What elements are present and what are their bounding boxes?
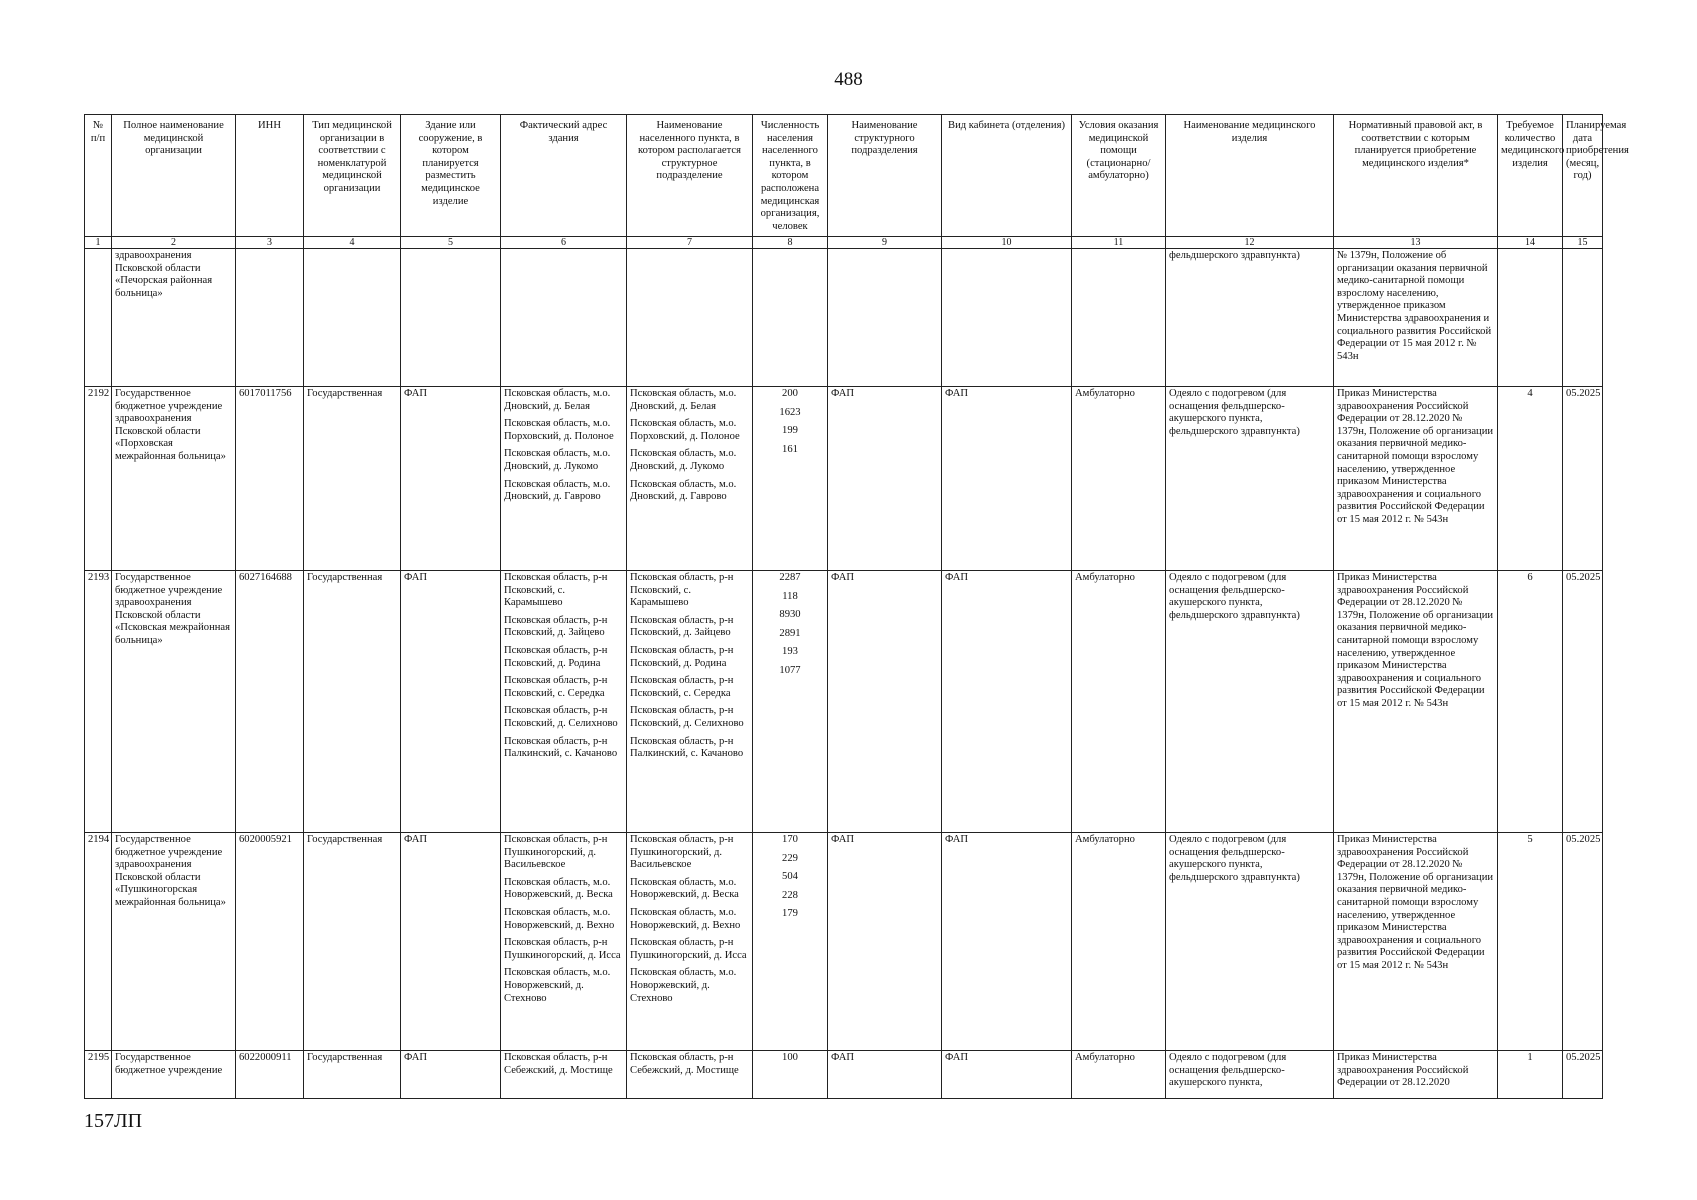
cell-unit: ФАП (828, 1051, 942, 1099)
continued-row (85, 249, 1603, 387)
cell-address (501, 387, 627, 571)
locality-item: Псковская область, р-н Псковский, с. Карамышево (630, 572, 734, 609)
address-item: Псковская область, р-н Псковский, д. Родина (504, 644, 608, 669)
cell-locality (627, 249, 753, 387)
locality-item: Псковская область, р-н Пушкиногорский, д. Васильевское (630, 834, 734, 871)
cell-inn (236, 249, 304, 387)
population-item: 1623 (779, 406, 801, 418)
column-number-row (85, 237, 1603, 249)
cell-building: ФАП (401, 571, 501, 833)
address-item: Псковская область, м.о. Дновский, д. Лукомо (504, 448, 611, 472)
table-row (85, 571, 1603, 833)
address-item: Псковская область, м.о. Дновский, д. Гаврово (504, 478, 611, 503)
cell-population (753, 833, 828, 1051)
cell-building (401, 249, 501, 387)
cell-qty: 4 (1498, 387, 1563, 571)
address-item: Псковская область, м.о. Новоржевский, д. Веска (504, 876, 613, 901)
cell-type: Государственная (304, 571, 401, 833)
population-item: 161 (782, 443, 798, 455)
cell-device: Одеяло с подогревом (для оснащения фельдшерско-акушерского пункта, (1166, 1051, 1334, 1099)
population-item: 2891 (779, 627, 801, 639)
cell-type (304, 249, 401, 387)
column-number: 5 (401, 237, 501, 249)
address-item: Псковская область, р-н Псковский, д. Зайцево (504, 614, 608, 639)
cell-population (753, 249, 828, 387)
header-cell: Численность населения населенного пункта, в котором расположена медицинская организация, человек (753, 115, 828, 237)
cell-date: 05.2025 (1563, 833, 1603, 1051)
cell-cabinet: ФАП (942, 387, 1072, 571)
population-item: 504 (782, 871, 798, 883)
address-item: Псковская область, р-н Псковский, с. Карамышево (504, 572, 608, 609)
cell-org: Государственное бюджетное учреждение здравоохранения Псковской области «Пушкиногорская межрайонная больница» (112, 833, 236, 1051)
column-number: 8 (753, 237, 828, 249)
cell-type: Государственная (304, 387, 401, 571)
cell-date: 05.2025 (1563, 387, 1603, 571)
population-item: 179 (782, 908, 798, 920)
header-cell: Условия оказания медицинской помощи (стационарно/ амбулаторно) (1072, 115, 1166, 237)
cell-act: Приказ Министерства здравоохранения Российской Федерации от 28.12.2020 № 1379н, Положение об организации оказания первичной медико-санитарной помощи взрослому населению, утвержденное приказом Министерства здравоохранения и социального развития Российской Федерации от 15 мая 2012 г. № 543н (1334, 833, 1498, 1051)
column-number: 6 (501, 237, 627, 249)
column-number: 2 (112, 237, 236, 249)
population-item: 2287 (779, 572, 801, 583)
cell-num: 2194 (85, 833, 112, 1051)
address-item: Псковская область, р-н Псковский, д. Селихново (504, 705, 618, 729)
cell-locality (627, 833, 753, 1051)
column-number: 14 (1498, 237, 1563, 249)
cell-qty: 1 (1498, 1051, 1563, 1099)
cell-address (501, 249, 627, 387)
cell-unit: ФАП (828, 571, 942, 833)
column-number: 1 (85, 237, 112, 249)
cell-building: ФАП (401, 387, 501, 571)
cell-inn: 6022000911 (236, 1051, 304, 1099)
cell-unit: ФАП (828, 833, 942, 1051)
header-cell: Тип медицинской организации в соответствии с номенклатурой медицинской организации (304, 115, 401, 237)
cell-population (753, 571, 828, 833)
header-cell: Вид кабинета (отделения) (942, 115, 1072, 237)
population-item: 100 (782, 1052, 798, 1063)
cell-type: Государственная (304, 833, 401, 1051)
cell-inn: 6020005921 (236, 833, 304, 1051)
column-number: 12 (1166, 237, 1334, 249)
cell-locality (627, 571, 753, 833)
locality-item: Псковская область, р-н Палкинский, с. Качаново (630, 735, 744, 760)
locality-item: Псковская область, м.о. Дновский, д. Лукомо (630, 448, 737, 472)
cell-cabinet: ФАП (942, 1051, 1072, 1099)
cell-org: здравоохранения Псковской области «Печорская районная больница» (112, 249, 236, 387)
cell-cabinet: ФАП (942, 833, 1072, 1051)
cell-date: 05.2025 (1563, 1051, 1603, 1099)
header-cell: Требуемое количество медицинского изделия (1498, 115, 1563, 237)
population-item: 228 (782, 889, 798, 901)
table-row (85, 1051, 1603, 1099)
cell-device: Одеяло с подогревом (для оснащения фельдшерско-акушерского пункта, фельдшерского здравпункта) (1166, 833, 1334, 1051)
cell-org: Государственное бюджетное учреждение здравоохранения Псковской области «Порховская межрайонная больница» (112, 387, 236, 571)
cell-act: Приказ Министерства здравоохранения Российской Федерации от 28.12.2020 № 1379н, Положение об организации оказания первичной медико-санитарной помощи взрослому населению, утвержденное приказом Министерства здравоохранения и социального развития Российской Федерации от 15 мая 2012 г. № 543н (1334, 571, 1498, 833)
header-cell: Наименование структурного подразделения (828, 115, 942, 237)
locality-item: Псковская область, р-н Пушкиногорский, д. Исса (630, 937, 747, 961)
cell-qty: 5 (1498, 833, 1563, 1051)
population-item: 1077 (779, 664, 801, 676)
locality-item: Псковская область, р-н Псковский, д. Селихново (630, 705, 744, 729)
table-row (85, 833, 1603, 1051)
address-item: Псковская область, м.о. Новоржевский, д. Вехно (504, 906, 615, 931)
population-item: 229 (782, 852, 798, 864)
population-item: 170 (782, 834, 798, 845)
header-cell: ИНН (236, 115, 304, 237)
cell-device: Одеяло с подогревом (для оснащения фельдшерско-акушерского пункта, фельдшерского здравпункта) (1166, 387, 1334, 571)
population-item: 199 (782, 425, 798, 437)
cell-inn: 6027164688 (236, 571, 304, 833)
cell-device: фельдшерского здравпункта) (1166, 249, 1334, 387)
cell-cabinet: ФАП (942, 571, 1072, 833)
cell-num: 2195 (85, 1051, 112, 1099)
cell-cabinet (942, 249, 1072, 387)
column-number: 9 (828, 237, 942, 249)
cell-unit (828, 249, 942, 387)
column-number: 13 (1334, 237, 1498, 249)
cell-locality (627, 1051, 753, 1099)
cell-qty (1498, 249, 1563, 387)
cell-conditions: Амбулаторно (1072, 1051, 1166, 1099)
locality-item: Псковская область, р-н Псковский, д. Родина (630, 644, 734, 669)
header-cell: Полное наименование медицинской организации (112, 115, 236, 237)
cell-act: Приказ Министерства здравоохранения Российской Федерации от 28.12.2020 (1334, 1051, 1498, 1099)
cell-inn: 6017011756 (236, 387, 304, 571)
locality-item: Псковская область, р-н Псковский, с. Середка (630, 675, 734, 699)
header-cell: Здание или сооружение, в котором планируется разместить медицинское изделие (401, 115, 501, 237)
address-item: Псковская область, р-н Себежский, д. Мостище (504, 1052, 613, 1076)
address-item: Псковская область, р-н Пушкиногорский, д. Исса (504, 937, 621, 961)
header-cell: Фактический адрес здания (501, 115, 627, 237)
cell-address (501, 833, 627, 1051)
cell-qty: 6 (1498, 571, 1563, 833)
cell-conditions (1072, 249, 1166, 387)
locality-item: Псковская область, м.о. Новоржевский, д. Стехново (630, 967, 737, 1004)
address-item: Псковская область, р-н Псковский, с. Середка (504, 675, 608, 699)
population-item: 8930 (779, 609, 801, 621)
cell-building: ФАП (401, 1051, 501, 1099)
cell-building: ФАП (401, 833, 501, 1051)
cell-act: № 1379н, Положение об организации оказания первичной медико-санитарной помощи взрослому населению, утвержденное приказом Министерства здравоохранения и социального развития Российской Федерации от 15 мая 2012 г. № 543н (1334, 249, 1498, 387)
population-item: 118 (782, 590, 798, 602)
locality-item: Псковская область, м.о. Порховский, д. Полоное (630, 418, 740, 442)
column-number: 11 (1072, 237, 1166, 249)
locality-item: Псковская область, м.о. Новоржевский, д. Вехно (630, 906, 741, 931)
column-number: 4 (304, 237, 401, 249)
cell-conditions: Амбулаторно (1072, 833, 1166, 1051)
locality-item: Псковская область, р-н Псковский, д. Зайцево (630, 614, 734, 639)
column-number: 3 (236, 237, 304, 249)
locality-item: Псковская область, р-н Себежский, д. Мостище (630, 1052, 739, 1076)
column-number: 7 (627, 237, 753, 249)
cell-address (501, 571, 627, 833)
cell-act: Приказ Министерства здравоохранения Российской Федерации от 28.12.2020 № 1379н, Положение об организации оказания первичной медико-санитарной помощи взрослому населению, утвержденное приказом Министерства здравоохранения и социального развития Российской Федерации от 15 мая 2012 г. № 543н (1334, 387, 1498, 571)
table-row (85, 387, 1603, 571)
header-cell: Нормативный правовой акт, в соответствии с которым планируется приобретение медицинского изделия* (1334, 115, 1498, 237)
locality-item: Псковская область, м.о. Дновский, д. Гаврово (630, 478, 737, 503)
cell-conditions: Амбулаторно (1072, 571, 1166, 833)
cell-date (1563, 249, 1603, 387)
cell-num: 2193 (85, 571, 112, 833)
address-item: Псковская область, м.о. Дновский, д. Белая (504, 388, 611, 412)
locality-item: Псковская область, м.о. Дновский, д. Белая (630, 388, 737, 412)
page-number: 488 (834, 69, 863, 90)
footer-code: 157ЛП (84, 1110, 143, 1132)
cell-org: Государственное бюджетное учреждение здравоохранения Псковской области «Псковская межрайонная больница» (112, 571, 236, 833)
header-cell: Планируемая дата приобретения (месяц, год) (1563, 115, 1603, 237)
cell-num: 2192 (85, 387, 112, 571)
cell-device: Одеяло с подогревом (для оснащения фельдшерско-акушерского пункта, фельдшерского здравпункта) (1166, 571, 1334, 833)
address-item: Псковская область, р-н Палкинский, с. Качаново (504, 735, 618, 760)
header-cell: Наименование населенного пункта, в котором располагается структурное подразделение (627, 115, 753, 237)
cell-conditions: Амбулаторно (1072, 387, 1166, 571)
cell-type: Государственная (304, 1051, 401, 1099)
population-item: 193 (782, 646, 798, 658)
population-item: 200 (782, 388, 798, 399)
cell-address (501, 1051, 627, 1099)
cell-org: Государственное бюджетное учреждение (112, 1051, 236, 1099)
address-item: Псковская область, м.о. Порховский, д. Полоное (504, 418, 614, 442)
address-item: Псковская область, р-н Пушкиногорский, д. Васильевское (504, 834, 608, 871)
address-item: Псковская область, м.о. Новоржевский, д. Стехново (504, 967, 611, 1004)
cell-population (753, 1051, 828, 1099)
column-number: 10 (942, 237, 1072, 249)
header-cell: Наименование медицинского изделия (1166, 115, 1334, 237)
cell-num (85, 249, 112, 387)
header-cell: № п/п (85, 115, 112, 237)
cell-locality (627, 387, 753, 571)
equipment-table (84, 114, 1629, 1099)
cell-date: 05.2025 (1563, 571, 1603, 833)
cell-population (753, 387, 828, 571)
locality-item: Псковская область, м.о. Новоржевский, д. Веска (630, 876, 739, 901)
header-row (85, 115, 1603, 237)
column-number: 15 (1563, 237, 1603, 249)
cell-unit: ФАП (828, 387, 942, 571)
